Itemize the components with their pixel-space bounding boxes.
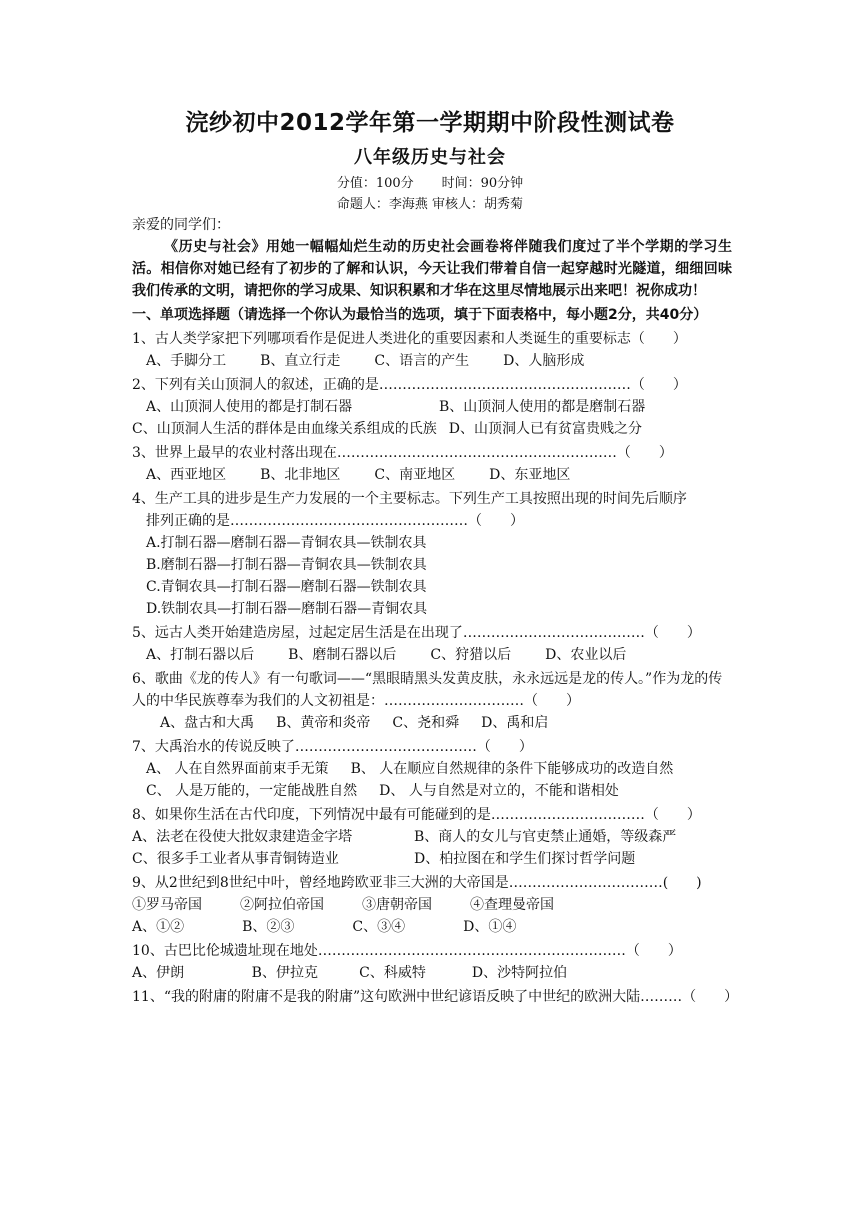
time-info: 时间：90分钟 <box>441 176 524 191</box>
option: C、很多手工业者从事青铜铸造业 <box>132 851 339 867</box>
option: A.打制石器—磨制石器—青铜农具—铁制农具 <box>146 535 427 551</box>
option: D、①④ <box>463 919 517 935</box>
option: D、山顶洞人已有贫富贵贱之分 <box>448 421 642 437</box>
item: ①罗马帝国 <box>132 897 202 913</box>
option: C、科威特 <box>359 965 426 981</box>
question-options <box>132 464 732 486</box>
option: D、农业以后 <box>545 647 627 663</box>
option: B、直立行走 <box>260 353 341 369</box>
option: A、手脚分工 <box>146 353 227 369</box>
question-stem: 8、如果你生活在古代印度，下列情况中最有可能碰到的是……………………………（ ） <box>132 807 701 823</box>
question-options <box>132 962 732 984</box>
authors-info: 命题人：李海燕 审核人：胡秀菊 <box>336 197 524 212</box>
option: C、③④ <box>352 919 406 935</box>
option: C、山顶洞人生活的群体是由血缘关系组成的氏族 <box>132 421 437 437</box>
question-options <box>132 826 732 848</box>
option: A、打制石器以后 <box>146 647 255 663</box>
option: A、盘古和大禹 <box>160 715 255 731</box>
question-options <box>132 712 732 734</box>
option: C.青铜农具—打制石器—磨制石器—铁制农具 <box>146 579 427 595</box>
score-info: 分值：100分 <box>336 176 414 191</box>
option: D、沙特阿拉伯 <box>471 965 568 981</box>
option: D、人脑形成 <box>503 353 585 369</box>
question-options <box>132 848 732 870</box>
option: D、东亚地区 <box>489 467 571 483</box>
option: A、西亚地区 <box>146 467 227 483</box>
option: D、 人与自然是对立的，不能和谐相处 <box>379 783 619 799</box>
item: ③唐朝帝国 <box>362 897 432 913</box>
question-stem: 10、古巴比伦城遗址现在地处…………………………………………………………（ ） <box>132 943 682 959</box>
question-stem: 7、大禹治水的传说反映了…………………………………（ ） <box>132 739 533 755</box>
option: A、山顶洞人使用的都是打制石器 <box>146 399 353 415</box>
question-options <box>132 350 732 372</box>
option: A、伊朗 <box>132 965 185 981</box>
question-items <box>132 894 732 916</box>
option: B、伊拉克 <box>251 965 318 981</box>
question-stem: 9、从2世纪到8世纪中叶，曾经地跨欧亚非三大洲的大帝国是……………………………( ) <box>132 875 702 891</box>
option: C、 人是万能的，一定能战胜自然 <box>146 783 358 799</box>
question-options <box>132 780 732 802</box>
question-stem: 3、世界上最早的农业村落出现在……………………………………………………（ ） <box>132 445 673 461</box>
question-options <box>132 418 732 440</box>
option: A、法老在役使大批奴隶建造金字塔 <box>132 829 353 845</box>
question-stem: 1、古人类学家把下列哪项看作是促进人类进化的重要因素和人类诞生的重要标志（ ） <box>132 331 687 347</box>
intro-paragraph: 《历史与社会》用她一幅幅灿烂生动的历史社会画卷将伴随我们度过了半个学期的学习生活。相信你对她已经有了初步的了解和认识，今天让我们带着自信一起穿越时光隧道，细细回味我们传承的文明，请把你的学习成果、知识积累和才华在这里尽情地展示出来吧！祝你成功！ <box>132 239 732 299</box>
question-stem: 11、“我的附庸的附庸不是我的附庸”这句欧洲中世纪谚语反映了中世纪的欧洲大陆………（ ） <box>132 989 739 1005</box>
option: C、语言的产生 <box>374 353 470 369</box>
question-stem-continued: 排列正确的是……………………………………………（ ） <box>146 513 524 529</box>
item: ④查理曼帝国 <box>470 897 554 913</box>
question-stem: 5、远古人类开始建造房屋，过起定居生活是在出现了…………………………………（ ） <box>132 625 701 641</box>
question-options <box>132 916 732 938</box>
question-options <box>132 644 732 666</box>
option: A、 人在自然界面前束手无策 <box>146 761 329 777</box>
question-stem: 4、生产工具的进步是生产力发展的一个主要标志。下列生产工具按照出现的时间先后顺序 <box>132 491 687 507</box>
question-stem: 2、下列有关山顶洞人的叙述，正确的是………………………………………………（ ） <box>132 377 687 393</box>
option: C、狩猎以后 <box>430 647 512 663</box>
option: B、山顶洞人使用的都是磨制石器 <box>439 399 646 415</box>
option: B、磨制石器以后 <box>288 647 397 663</box>
option: D.铁制农具—打制石器—磨制石器—青铜农具 <box>146 601 428 617</box>
option: D、禹和启 <box>481 715 549 731</box>
item: ②阿拉伯帝国 <box>240 897 324 913</box>
question-stem: 6、歌曲《龙的传人》有一句歌词——“黑眼睛黑头发黄皮肤，永永远远是龙的传人。”作为龙的传人的中华民族尊奉为我们的人文初祖是：…………………………（ ） <box>132 671 723 709</box>
exam-body <box>132 214 739 1008</box>
option: B.磨制石器—打制石器—青铜农具—铁制农具 <box>146 557 427 573</box>
exam-subtitle: 八年级历史与社会 <box>354 147 506 168</box>
greeting: 亲爱的同学们： <box>132 217 230 233</box>
option: A、①② <box>132 919 185 935</box>
option: B、②③ <box>242 919 295 935</box>
option: C、南亚地区 <box>374 467 456 483</box>
question-options <box>132 396 732 418</box>
exam-meta <box>0 172 860 191</box>
option: B、北非地区 <box>260 467 341 483</box>
exam-title: 浣纱初中2012学年第一学期期中阶段性测试卷 <box>185 110 675 136</box>
option: B、 人在顺应自然规律的条件下能够成功的改造自然 <box>350 761 674 777</box>
question-options <box>132 758 732 780</box>
option: B、黄帝和炎帝 <box>276 715 371 731</box>
option: D、柏拉图在和学生们探讨哲学问题 <box>414 851 636 867</box>
section-heading: 一、单项选择题（请选择一个你认为最恰当的选项，填于下面表格中，每小题2分，共40分） <box>132 307 708 323</box>
option: B、商人的女儿与官吏禁止通婚，等级森严 <box>414 829 677 845</box>
option: C、尧和舜 <box>392 715 460 731</box>
